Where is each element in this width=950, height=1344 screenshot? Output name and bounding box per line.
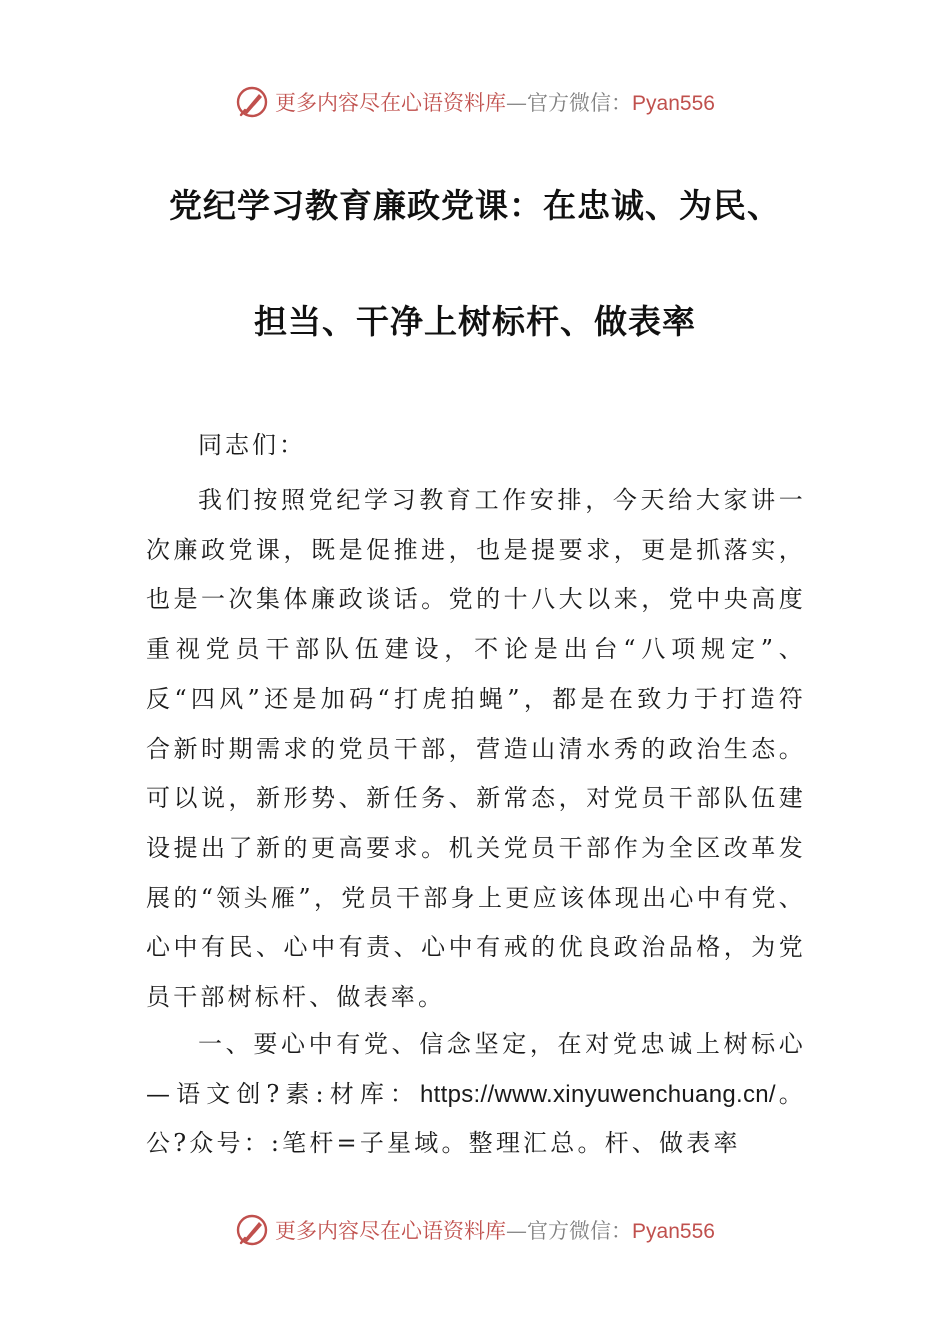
source-url-link[interactable]: https://www.xinyuwenchuang.cn/ — [420, 1080, 776, 1108]
watermark-text — [275, 1215, 715, 1245]
quill-pen-logo-icon — [235, 1213, 269, 1247]
body-paragraph-2 — [146, 1020, 806, 1169]
watermark-wechat-id: Pyan556 — [632, 1220, 715, 1243]
body-paragraph-1-container — [146, 476, 806, 1023]
watermark-text — [275, 87, 715, 117]
watermark-brand: 更多内容尽在心语资料库 — [275, 91, 507, 115]
quill-pen-logo-icon — [235, 85, 269, 119]
watermark-separator: — — [506, 1219, 528, 1243]
paragraph-2-text-b: 。公?众号：:笔杆=子星域。整理汇总。杆、做表率 — [146, 1079, 806, 1158]
document-title-line-1: 党纪学习教育廉政党课：在忠诚、为民、 — [169, 186, 781, 225]
watermark-wechat-label: 官方微信： — [527, 91, 633, 115]
paragraph-2-text-a: 一、要心中有党、信念坚定，在对党忠诚上树标心—语文创?素:材库： — [146, 1030, 806, 1108]
watermark-separator: — — [506, 91, 528, 115]
body-paragraph-2-container — [146, 1020, 806, 1169]
greeting: 同志们： — [198, 431, 306, 459]
document-title-line-2: 担当、干净上树标杆、做表率 — [254, 302, 696, 341]
body-paragraph-1: 我们按照党纪学习教育工作安排，今天给大家讲一次廉政党课，既是促推进，也是提要求，更是抓落实，也是一次集体廉政谈话。党的十八大以来，党中央高度重视党员干部队伍建设，不论是出台“八项规定”、反“四风”还是加码“打虎拍蝇”，都是在致力于打造符合新时期需求的党员干部，营造山清水秀的政治生态。可以说，新形势、新任务、新常态，对党员干部队伍建设提出了新的更高要求。机关党员干部作为全区改革发展的“领头雁”，党员干部身上更应该体现出心中有党、心中有民、心中有责、心中有戒的优良政治品格，为党员干部树标杆、做表率。 — [146, 486, 806, 1012]
watermark-brand: 更多内容尽在心语资料库 — [275, 1219, 507, 1243]
footer-watermark — [0, 1210, 950, 1250]
watermark-wechat-id: Pyan556 — [632, 92, 715, 115]
watermark-wechat-label: 官方微信： — [527, 1219, 633, 1243]
header-watermark — [0, 82, 950, 122]
